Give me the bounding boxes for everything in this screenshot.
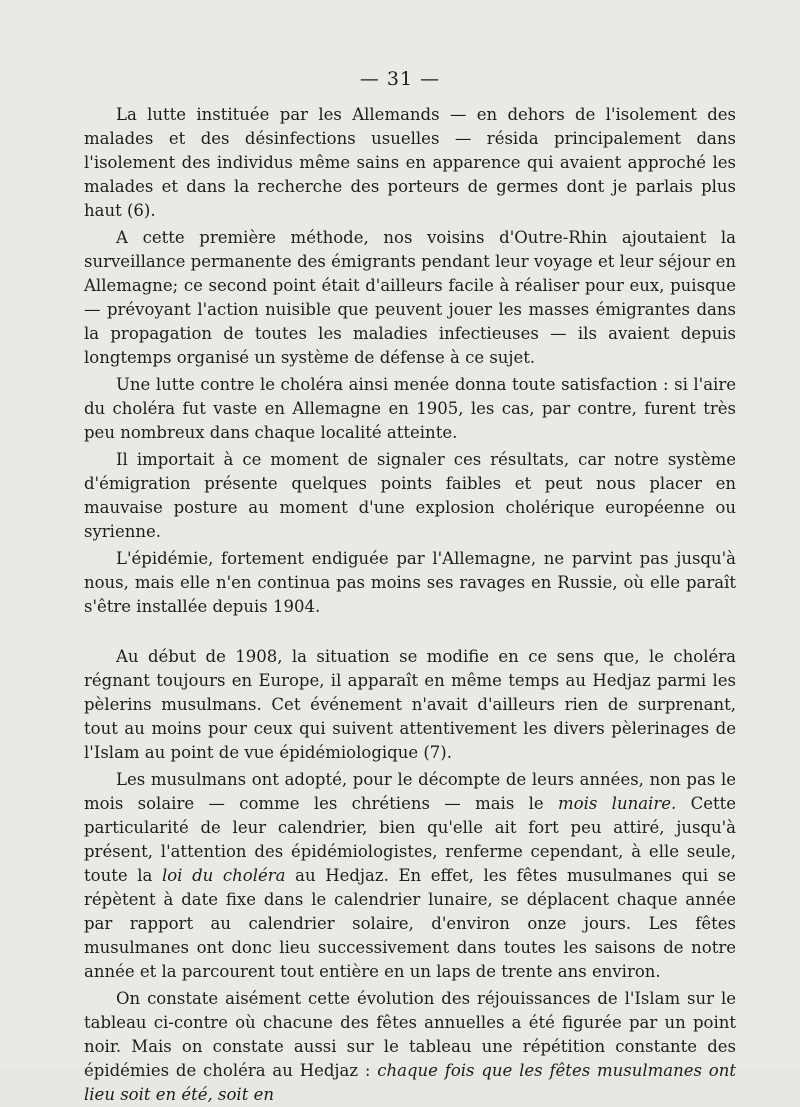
paragraph (84, 103, 736, 223)
italic-text: loi du choléra (161, 866, 286, 885)
italic-text: chaque fois que les fêtes musulmanes ont lieu soit en été, soit en (84, 1061, 736, 1104)
section-gap (84, 619, 736, 645)
paragraph (84, 547, 736, 619)
paragraph (84, 448, 736, 544)
paragraph (84, 768, 736, 984)
body-text (84, 103, 736, 1107)
paragraph-text: Une lutte contre le choléra ainsi menée donna toute satisfaction : si l'aire du choléra fut vaste en Allemagne en 1905, les cas, par contre, furent très peu nombreux dans chaque localité atteinte. (84, 375, 736, 442)
paragraph-text: Les musulmans ont adopté, pour le décompte de leurs années, non pas le mois solaire — comme les chrétiens — mais le (84, 770, 736, 813)
paragraph (84, 987, 736, 1107)
paragraph-text: au Hedjaz. En effet, les fêtes musulmanes qui se répètent à date fixe dans le calendrier lunaire, se déplacent chaque année par rapport au calendrier solaire, d'environ onze jours. Les fêtes musulmanes ont donc lieu successivement dans toutes les saisons de notre année et la parcourent tout entière en un laps de trente ans environ. (84, 866, 736, 981)
paragraph-text: Cette particularité de leur calendrier, bien qu'elle ait fort peu attiré, jusqu'à présent, l'attention des épidémiologistes, renferme cependant, à elle seule, toute la (84, 794, 736, 885)
paragraph-text: Au début de 1908, la situation se modifie en ce sens que, le choléra régnant toujours en Europe, il apparaît en même temps au Hedjaz parmi les pèlerins musulmans. Cet événement n'avait d'ailleurs rien de surprenant, tout au moins pour ceux qui suivent attentivement les divers pèlerinages de l'Islam au point de vue épidémiologique (7). (84, 647, 736, 762)
paragraph (84, 373, 736, 445)
paragraph-text: Il importait à ce moment de signaler ces résultats, car notre système d'émigration présente quelques points faibles et peut nous placer en mauvaise posture au moment d'une explosion cholérique européenne ou syrienne. (84, 450, 736, 541)
page-number: — 31 — (359, 68, 441, 90)
italic-text: mois lunaire. (558, 794, 677, 813)
paragraph-text: A cette première méthode, nos voisins d'Outre-Rhin ajoutaient la surveillance permanente des émigrants pendant leur voyage et leur séjour en Allemagne; ce second point était d'ailleurs facile à réaliser pour eux, puisque — prévoyant l'action nuisible que peuvent jouer les masses émigrantes dans la propagation de toutes les maladies infectieuses — ils avaient depuis longtemps organisé un système de défense à ce sujet. (84, 228, 736, 367)
paragraph (84, 645, 736, 765)
paragraph-text: On constate aisément cette évolution des réjouissances de l'Islam sur le tableau ci-contre où chacune des fêtes annuelles a été figurée par un point noir. Mais on constate aussi sur le tableau une répétition constante des épidémies de choléra au Hedjaz : (84, 989, 736, 1080)
paragraph-text: L'épidémie, fortement endiguée par l'Allemagne, ne parvint pas jusqu'à nous, mais elle n'en continua pas moins ses ravages en Russie, où elle paraît s'être installée depuis 1904. (84, 549, 736, 616)
paragraph-text: La lutte instituée par les Allemands — en dehors de l'isolement des malades et des désinfections usuelles — résida principalement dans l'isolement des individus même sains en apparence qui avaient approché les malades et dans la recherche des porteurs de germes dont je parlais plus haut (6). (84, 105, 736, 220)
paragraph (84, 226, 736, 370)
